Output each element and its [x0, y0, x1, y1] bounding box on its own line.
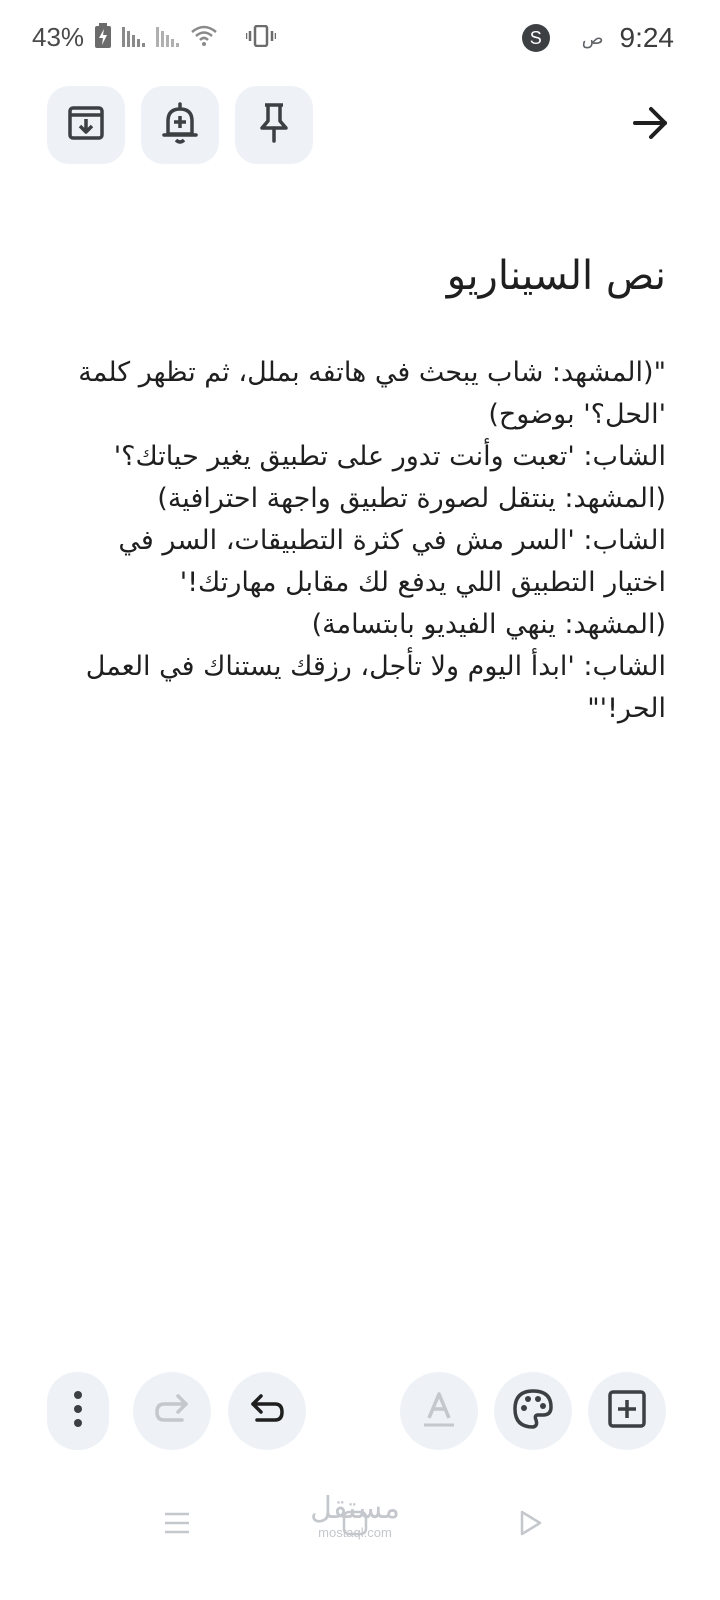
battery-percentage: 43% — [32, 22, 85, 52]
status-bar — [0, 0, 720, 80]
ampm-indicator: ص — [581, 27, 604, 49]
palette-button[interactable] — [494, 1372, 572, 1450]
notification-badge: S — [522, 24, 550, 52]
note-line: (المشهد: ينتقل لصورة تطبيق واجهة احترافية) — [157, 483, 666, 514]
note-line: الشاب: 'ابدأ اليوم ولا تأجل، رزقك يستناك في العمل الحر!'" — [85, 651, 666, 724]
add-box-icon — [607, 1389, 647, 1433]
forward-arrow-icon — [631, 103, 671, 147]
watermark-latin: mostaql.com — [318, 1525, 392, 1540]
undo-icon — [249, 1394, 285, 1428]
watermark-arabic: مستقل — [310, 1491, 400, 1526]
clock: 9:24 — [619, 22, 674, 53]
vibrate-icon — [246, 25, 276, 51]
signal-icon — [122, 25, 146, 51]
redo-button[interactable] — [133, 1372, 211, 1450]
archive-icon — [66, 103, 106, 147]
undo-button[interactable] — [228, 1372, 306, 1450]
palette-icon — [512, 1388, 554, 1434]
archive-button[interactable] — [47, 86, 125, 164]
back-button[interactable] — [514, 1508, 548, 1542]
text-format-icon — [422, 1390, 456, 1432]
note-line: (المشهد: ينهي الفيديو بابتسامة) — [311, 609, 666, 640]
note-title[interactable]: نص السيناريو — [446, 253, 666, 299]
watermark — [300, 1492, 410, 1540]
add-content-button[interactable] — [588, 1372, 666, 1450]
note-line: "(المشهد: شاب يبحث في هاتفه بملل، ثم تظهر كلمة 'الحل؟' بوضوح) — [78, 357, 666, 430]
reminder-bell-icon — [160, 101, 200, 149]
more-options-button[interactable] — [47, 1372, 109, 1450]
forward-arrow-button[interactable] — [626, 100, 676, 150]
text-format-button[interactable] — [400, 1372, 478, 1450]
signal-icon — [156, 25, 180, 51]
reminder-button[interactable] — [141, 86, 219, 164]
note-body[interactable] — [56, 352, 666, 730]
status-left — [32, 22, 276, 53]
pin-icon — [256, 101, 292, 149]
note-line: الشاب: 'تعبت وأنت تدور على تطبيق يغير حياتك؟' — [113, 441, 666, 472]
redo-icon — [154, 1394, 190, 1428]
note-line: الشاب: 'السر مش في كثرة التطبيقات، السر في اختيار التطبيق اللي يدفع لك مقابل مهارتك!' — [118, 525, 666, 598]
more-vert-icon — [72, 1389, 84, 1433]
battery-charging-icon — [94, 23, 112, 53]
pin-button[interactable] — [235, 86, 313, 164]
recents-button[interactable] — [160, 1508, 194, 1542]
back-icon — [518, 1509, 544, 1541]
wifi-icon — [190, 25, 218, 51]
recents-icon — [164, 1511, 190, 1539]
status-right — [522, 22, 674, 54]
